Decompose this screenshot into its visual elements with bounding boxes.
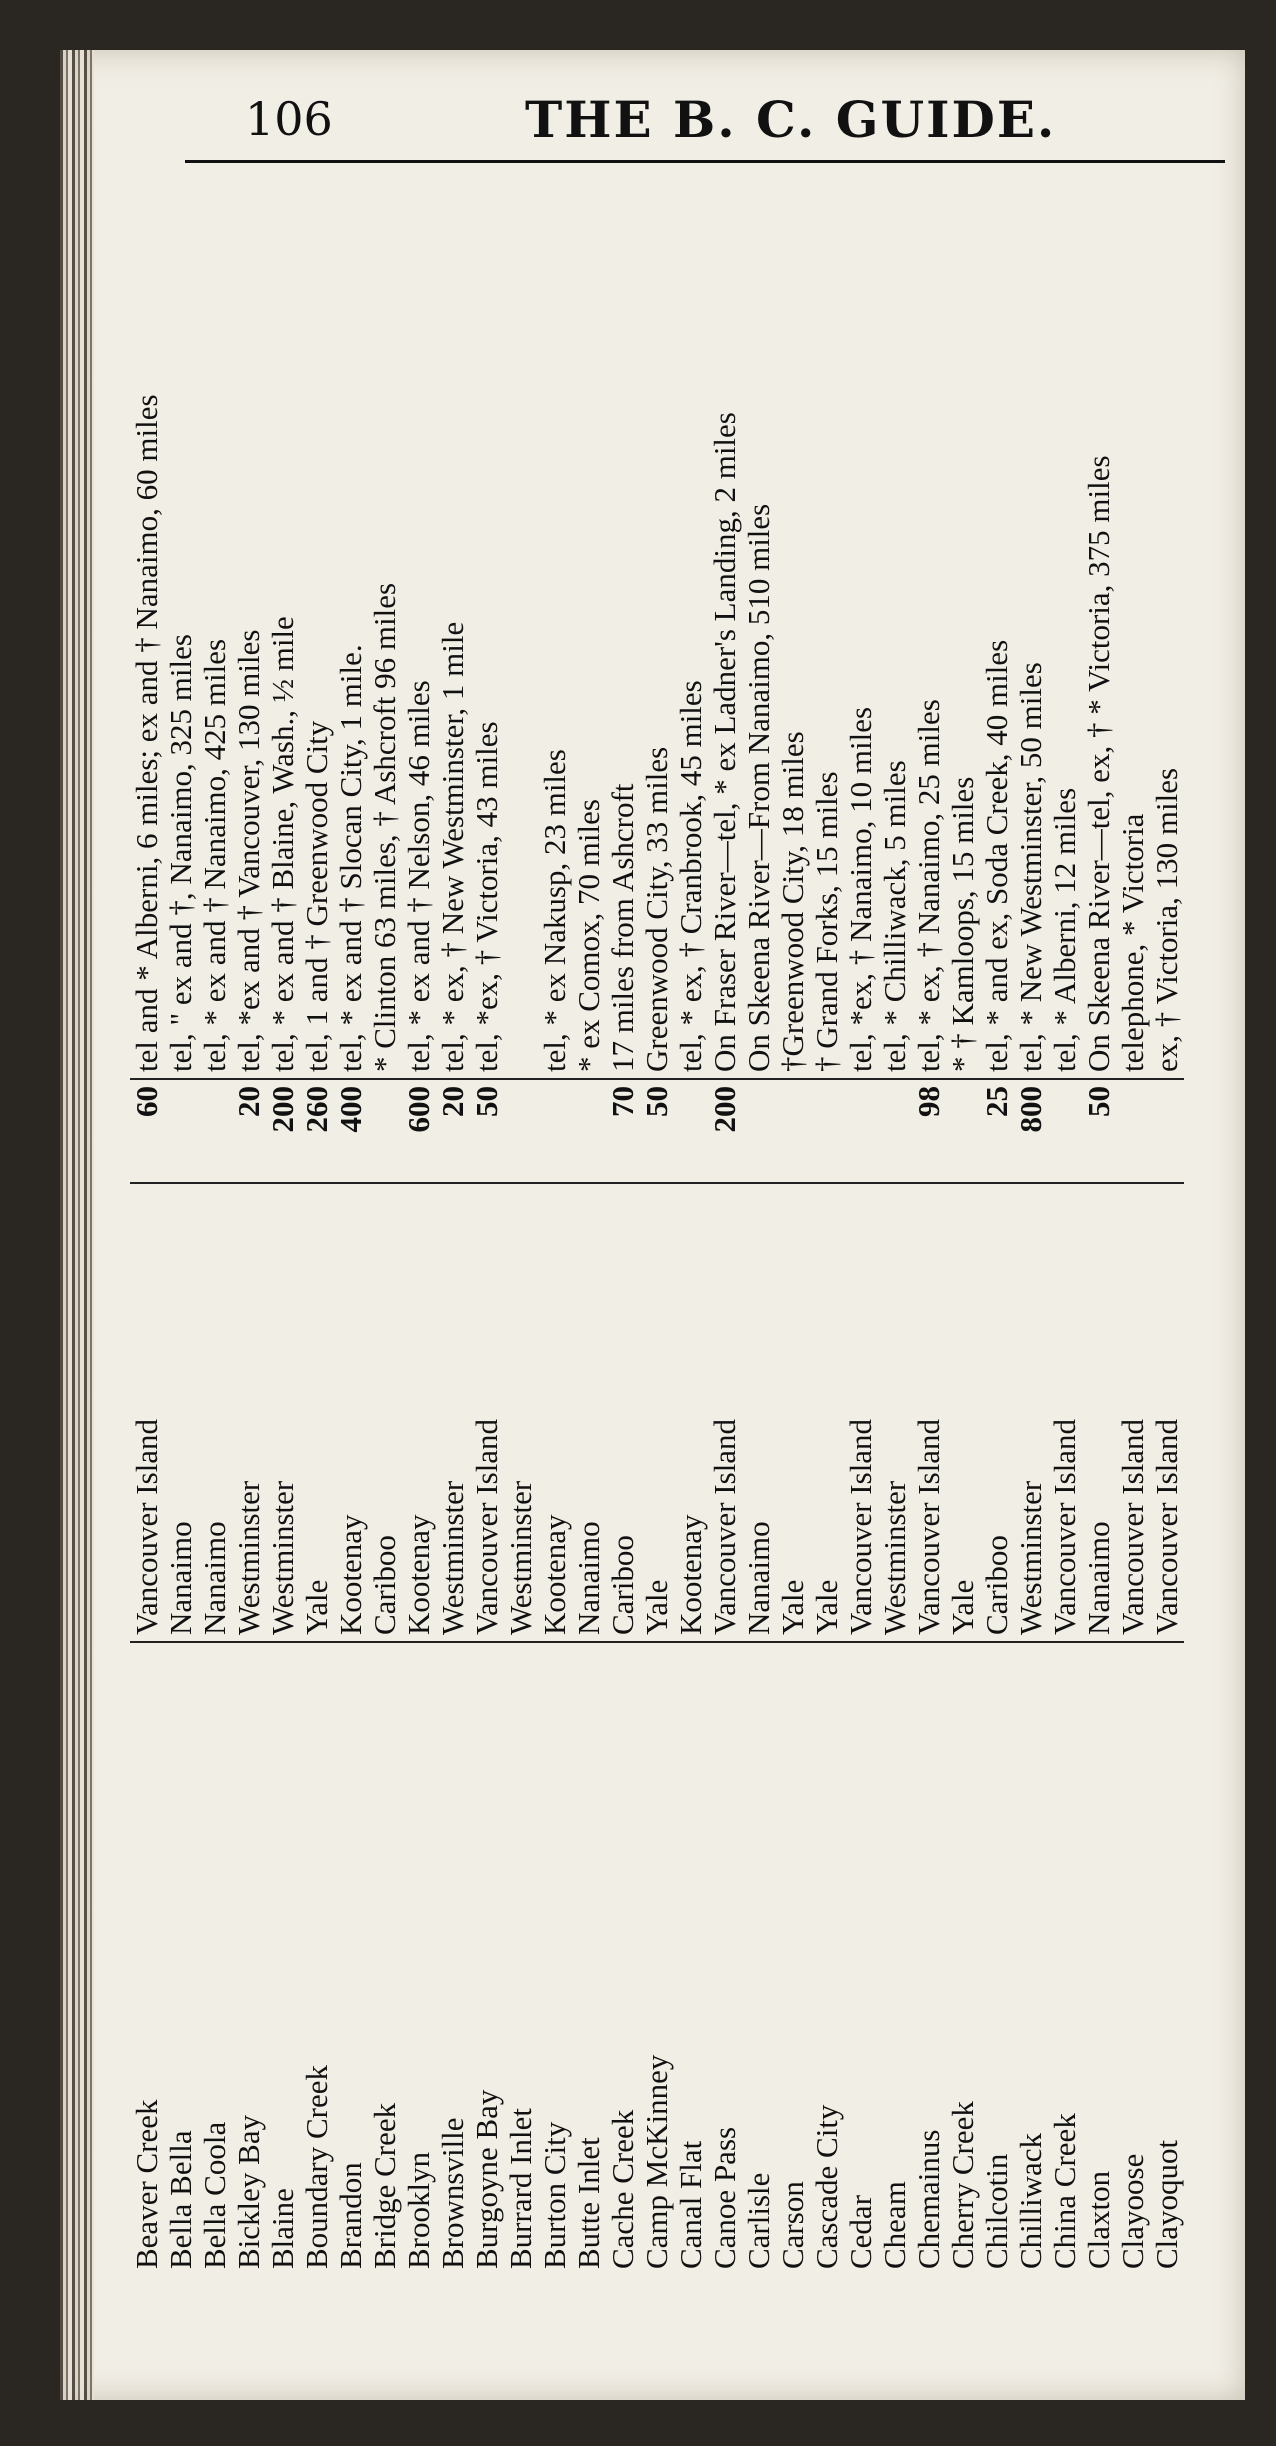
table-row [504,388,538,2275]
table-row [606,388,640,2275]
district-name: Nanaimo [742,1183,776,1642]
district-name: Yale [946,1183,980,1642]
population [538,1079,572,1183]
table-row [232,388,266,2275]
place-name: Burrard Inlet [503,2108,538,2269]
place-name: Cherry Creek [945,2101,980,2269]
table-row [368,388,402,2275]
communications: tel, * ex and † Nanaimo, 425 miles [198,388,232,1079]
population: 20 [435,1086,470,1117]
table-row [1116,388,1150,2275]
communications: tel, * Chilliwack, 5 miles [878,388,912,1079]
table-row [300,388,334,2275]
gazetteer-body [130,388,1184,2275]
page-number: 106 [245,92,333,146]
place-name: Clayoose [1115,2153,1150,2269]
communications: tel, * ex and † Blaine, Wash., ½ mile [266,388,300,1079]
communications: † Grand Forks, 15 miles [810,388,844,1079]
communications: tel, * ex and † Slocan City, 1 mile. [334,388,368,1079]
place-name: Brownsville [435,2117,470,2269]
district-name: Nanaimo [1082,1183,1116,1642]
place-name: Camp McKinney [639,2054,674,2269]
place-name: Cedar [843,2194,878,2269]
population [572,1079,606,1183]
population [368,1079,402,1183]
table-row [776,388,810,2275]
district-name: Yale [810,1183,844,1642]
table-row [742,388,776,2275]
population [1116,1079,1150,1183]
communications: * ex Comox, 70 miles [572,388,606,1079]
district-name: Kootenay [334,1183,368,1642]
communications: tel, *ex, † Nanaimo, 10 miles [844,388,878,1079]
population: 50 [639,1086,674,1117]
population: 200 [707,1086,742,1133]
district-name: Vancouver Island [912,1183,946,1642]
communications: tel, * ex Nakusp, 23 miles [538,388,572,1079]
district-name: Nanaimo [572,1183,606,1642]
population: 70 [605,1086,640,1117]
population [1150,1079,1184,1183]
place-name: Blaine [265,2188,300,2269]
district-name: Vancouver Island [1150,1183,1184,1642]
district-name: Kootenay [538,1183,572,1642]
communications: tel, *ex and † Vancouver, 130 miles [232,388,266,1079]
population: 800 [1013,1086,1048,1133]
place-name: Bella Bella [163,2130,198,2269]
place-name: Bella Coola [197,2121,232,2269]
place-name: Carson [775,2181,810,2269]
table-row [402,388,436,2275]
population [1048,1079,1082,1183]
page-title: THE B. C. GUIDE. [525,90,1057,149]
gazetteer-table [130,388,1184,2275]
table-row [198,388,232,2275]
table-row [436,388,470,2275]
district-name: Westminster [232,1183,266,1642]
table-row [912,388,946,2275]
place-name: Butte Inlet [571,2137,606,2269]
population: 50 [1081,1086,1116,1117]
district-name: Vancouver Island [1048,1183,1082,1642]
place-name: Boundary Creek [299,2064,334,2269]
table-row [946,388,980,2275]
communications: tel and * Alberni, 6 miles; ex and † Nanaimo, 60 miles [130,388,164,1079]
district-name: Vancouver Island [844,1183,878,1642]
place-name: Burgoyne Bay [469,2089,504,2269]
table-row [130,388,164,2275]
district-name: Westminster [436,1183,470,1642]
place-name: Bickley Bay [231,2114,266,2269]
communications: tel, * ex, † Cranbrook, 45 miles [674,388,708,1079]
communications: tel, * ex and † Nelson, 46 miles [402,388,436,1079]
district-name: Kootenay [402,1183,436,1642]
place-name: Cascade City [809,2104,844,2269]
population: 400 [333,1086,368,1133]
district-name: Westminster [878,1183,912,1642]
place-name: Brandon [333,2162,368,2269]
place-name: China Creek [1047,2113,1082,2269]
communications [504,388,538,1079]
population: 260 [299,1086,334,1133]
table-row [1150,388,1184,2275]
table-row [266,388,300,2275]
place-name: Chilliwack [1013,2132,1048,2269]
population: 200 [265,1086,300,1133]
district-name: Nanaimo [198,1183,232,1642]
communications: tel, * ex, † New Westminster, 1 mile [436,388,470,1079]
table-row [1082,388,1116,2275]
table-row [640,388,674,2275]
district-name: Yale [640,1183,674,1642]
district-name: Cariboo [368,1183,402,1642]
communications: 17 miles from Ashcroft [606,388,640,1079]
place-name: Canal Flat [673,2140,708,2269]
communications: tel, *ex, † Victoria, 43 miles [470,388,504,1079]
table-row [1048,388,1082,2275]
place-name: Beaver Creek [129,2099,164,2269]
district-name: Vancouver Island [470,1183,504,1642]
book-spine-edge [60,50,94,2400]
population [504,1079,538,1183]
communications: On Skeena River—tel, ex, † * Victoria, 375 miles [1082,388,1116,1079]
place-name: Bridge Creek [367,2102,402,2269]
communications: †Greenwood City, 18 miles [776,388,810,1079]
place-name: Burton City [537,2121,572,2269]
district-name: Vancouver Island [708,1183,742,1642]
place-name: Canoe Pass [707,2126,742,2269]
population: 20 [231,1086,266,1117]
place-name: Chilcotin [979,2153,1014,2269]
table-row [1014,388,1048,2275]
population [844,1079,878,1183]
table-row [334,388,368,2275]
district-name: Westminster [1014,1183,1048,1642]
communications: tel, " ex and †, Nanaimo, 325 miles [164,388,198,1079]
table-row [572,388,606,2275]
table-row [164,388,198,2275]
population [878,1079,912,1183]
table-row [708,388,742,2275]
place-name: Chemainus [911,2129,946,2269]
district-name: Yale [300,1183,334,1642]
population [198,1079,232,1183]
communications: * † Kamloops, 15 miles [946,388,980,1079]
communications: * Clinton 63 miles, † Ashcroft 96 miles [368,388,402,1079]
district-name: Yale [776,1183,810,1642]
table-row [470,388,504,2275]
place-name: Clayoquot [1149,2139,1184,2269]
district-name: Cariboo [980,1183,1014,1642]
place-name: Cheam [877,2181,912,2269]
district-name: Cariboo [606,1183,640,1642]
communications: Greenwood City, 33 miles [640,388,674,1079]
table-row [810,388,844,2275]
communications: tel, * New Westminster, 50 miles [1014,388,1048,1079]
communications: telephone, * Victoria [1116,388,1150,1079]
communications: tel, * ex, † Nanaimo, 25 miles [912,388,946,1079]
place-name: Cache Creek [605,2109,640,2269]
table-row [538,388,572,2275]
population: 98 [911,1086,946,1117]
communications: On Fraser River—tel, * ex Ladner's Landing, 2 miles [708,388,742,1079]
population [742,1079,776,1183]
population: 25 [979,1086,1014,1117]
place-name: Carlisle [741,2172,776,2269]
district-name: Vancouver Island [130,1183,164,1642]
district-name: Nanaimo [164,1183,198,1642]
population [810,1079,844,1183]
table-row [674,388,708,2275]
population [776,1079,810,1183]
population: 60 [129,1086,164,1117]
place-name: Claxton [1081,2170,1116,2269]
population [674,1079,708,1183]
communications: tel, * Alberni, 12 miles [1048,388,1082,1079]
place-name: Brooklyn [401,2151,436,2269]
table-row [878,388,912,2275]
communications: ex, † Victoria, 130 miles [1150,388,1184,1079]
table-row [980,388,1014,2275]
population: 50 [469,1086,504,1117]
population: 600 [401,1086,436,1133]
rotated-gazetteer-block [129,135,1184,2275]
population [164,1079,198,1183]
district-name: Vancouver Island [1116,1183,1150,1642]
communications: tel, * and ex, Soda Creek, 40 miles [980,388,1014,1079]
table-row [844,388,878,2275]
district-name: Kootenay [674,1183,708,1642]
communications: On Skeena River—From Nanaimo, 510 miles [742,388,776,1079]
communications: tel, 1 and † Greenwood City [300,388,334,1079]
district-name: Westminster [266,1183,300,1642]
population [946,1079,980,1183]
district-name: Westminster [504,1183,538,1642]
